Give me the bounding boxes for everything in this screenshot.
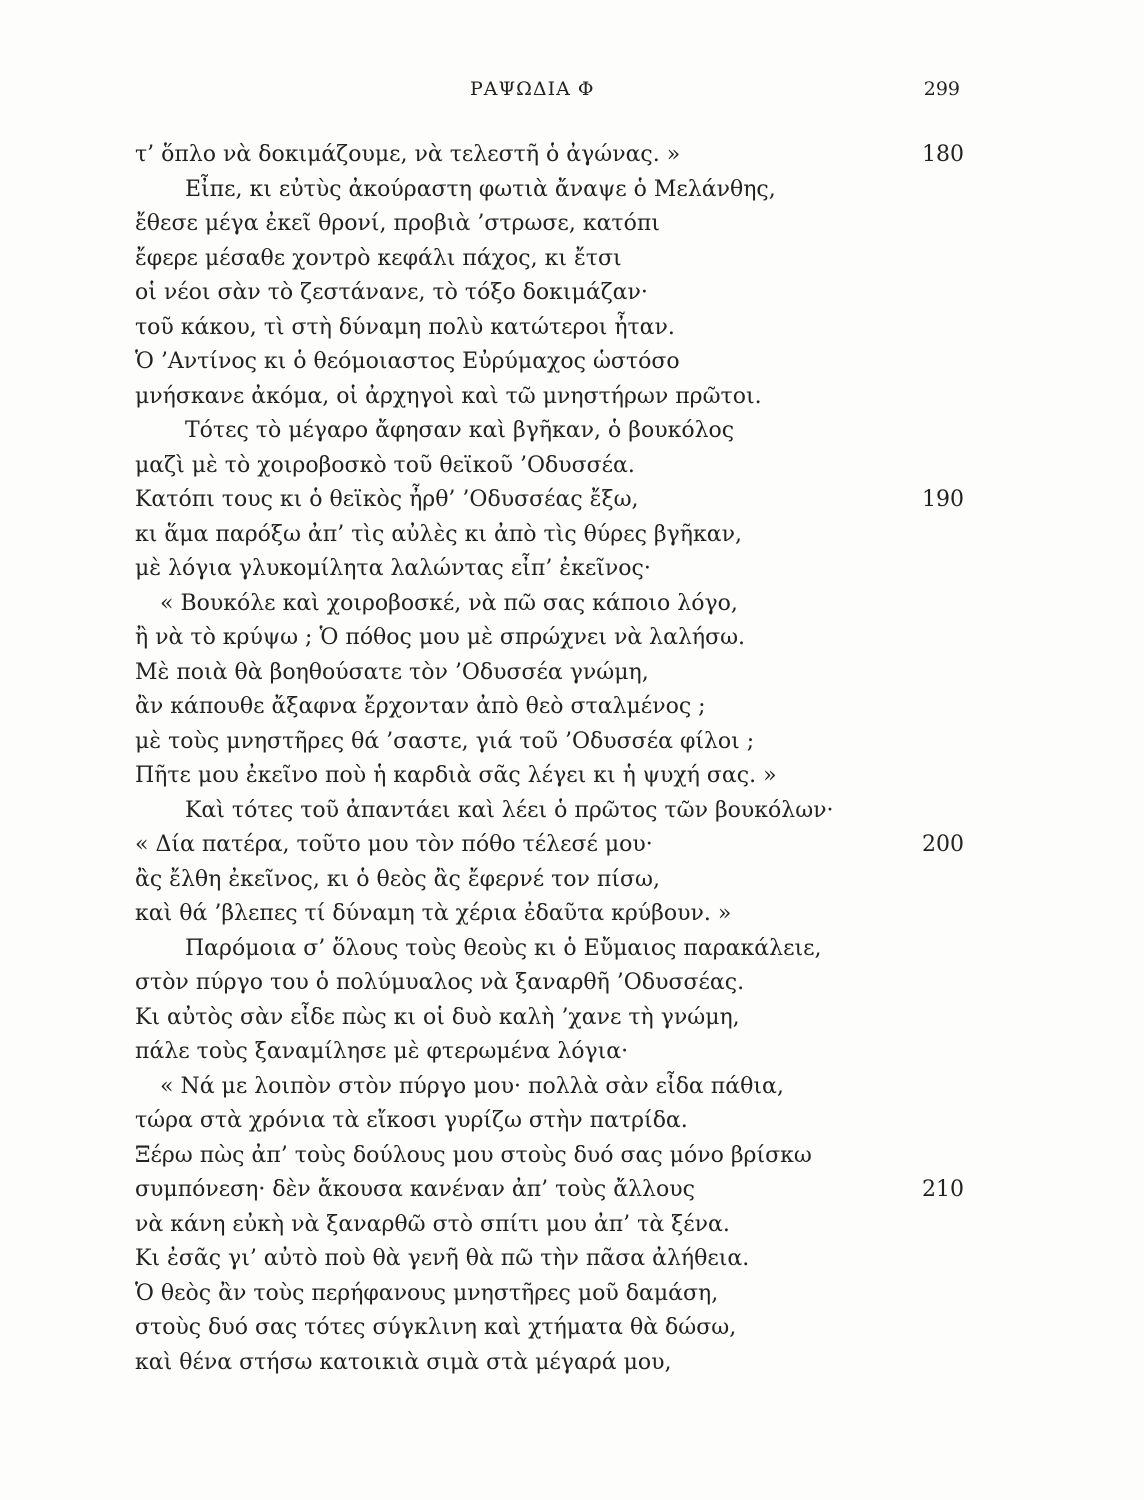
line-number: 190 <box>922 487 964 512</box>
verse-line <box>0 380 1144 415</box>
verse-line <box>0 1242 1144 1277</box>
verse-line <box>0 449 1144 484</box>
verse-text: ἔφερε μέσαθε χοντρὸ κεφάλι πάχος, κι ἔτσι <box>135 245 622 271</box>
verse-text: πάλε τοὺς ξαναμίλησε μὲ φτερωμένα λόγια· <box>135 1039 629 1064</box>
verse-line <box>0 1173 1144 1208</box>
verse-text: μὲ λόγια γλυκομίλητα λαλώντας εἶπ’ ἐκεῖνος· <box>135 556 651 581</box>
verse-text: Ὁ θεὸς ἂν τοὺς περήφανους μνηστῆρες μοῦ δαμάση, <box>135 1280 719 1306</box>
verse-text: οἱ νέοι σὰν τὸ ζεστάνανε, τὸ τόξο δοκιμάζαν· <box>135 280 648 305</box>
verse-text: « Νά με λοιπὸν στὸν πύργο μου· πολλὰ σὰν εἶδα πάθια, <box>160 1073 784 1099</box>
verse-line <box>0 1139 1144 1174</box>
verse-text: μὲ τοὺς μνηστῆρες θά ’σαστε, γιά τοῦ ’Οδυσσέα φίλοι ; <box>135 728 755 754</box>
verse-text: Μὲ ποιὰ θὰ βοηθούσατε τὸν ’Οδυσσέα γνώμη, <box>135 659 649 685</box>
page-number: 299 <box>923 78 960 100</box>
verse-line <box>0 207 1144 242</box>
verse-text: ἢ νὰ τὸ κρύψω ; Ὁ πόθος μου μὲ σπρώχνει νὰ λαλήσω. <box>135 625 746 650</box>
verse-line <box>0 1311 1144 1346</box>
verse-line <box>0 518 1144 553</box>
verse-line <box>0 725 1144 760</box>
verse-line <box>0 690 1144 725</box>
verse-text: τοῦ κάκου, τὶ στὴ δύναμη πολὺ κατώτεροι ἦταν. <box>135 314 675 340</box>
verse-text: στοὺς δυό σας τότες σύγκλινη καὶ χτήματα θὰ δώσω, <box>135 1315 737 1340</box>
poem-text <box>0 138 1144 1380</box>
verse-text: μαζὶ μὲ τὸ χοιροβοσκὸ τοῦ θεϊκοῦ ’Οδυσσέα. <box>135 452 635 478</box>
verse-text: Ξέρω πὼς ἀπ’ τοὺς δούλους μου στοὺς δυό σας μόνο βρίσκω <box>135 1142 812 1168</box>
running-head <box>0 78 1144 108</box>
line-number: 180 <box>922 142 964 167</box>
verse-text: Κι ἐσᾶς γι’ αὐτὸ ποὺ θὰ γενῆ θὰ πῶ τὴν πᾶσα ἀλήθεια. <box>135 1246 750 1271</box>
line-number: 200 <box>922 832 964 857</box>
verse-text: καὶ θά ’βλεπες τί δύναμη τὰ χέρια ἐδαῦτα κρύβουν. » <box>135 901 732 926</box>
verse-line <box>0 966 1144 1001</box>
verse-line <box>0 1277 1144 1312</box>
verse-line <box>0 932 1144 967</box>
verse-text: ἔθεσε μέγα ἐκεῖ θρονί, προβιὰ ’στρωσε, κατόπι <box>135 211 660 236</box>
verse-text: τώρα στὰ χρόνια τὰ εἴκοσι γυρίζω στὴν πατρίδα. <box>135 1108 688 1133</box>
verse-line <box>0 138 1144 173</box>
verse-text: τ’ ὅπλο νὰ δοκιμάζουμε, νὰ τελεστῆ ὁ ἀγώνας. » <box>135 142 681 167</box>
verse-text: Πῆτε μου ἐκεῖνο ποὺ ἡ καρδιὰ σᾶς λέγει κι ἡ ψυχή σας. » <box>135 763 777 788</box>
verse-text: ἂς ἔλθη ἐκεῖνος, κι ὁ θεὸς ἂς ἔφερνέ τον πίσω, <box>135 866 660 892</box>
running-title: ΡΑΨΩΔΙΑ Φ <box>470 78 595 100</box>
verse-text: Τότες τὸ μέγαρο ἄφησαν καὶ βγῆκαν, ὁ βουκόλος <box>185 418 735 443</box>
verse-text: Εἶπε, κι εὐτὺς ἀκούραστη φωτιὰ ἄναψε ὁ Μελάνθης, <box>185 176 776 202</box>
verse-line <box>0 1346 1144 1381</box>
verse-line <box>0 1070 1144 1105</box>
verse-text: Κατόπι τους κι ὁ θεϊκὸς ἦρθ’ ’Οδυσσέας ἔξω, <box>135 487 639 512</box>
verse-line <box>0 483 1144 518</box>
verse-text: « Δία πατέρα, τοῦτο μου τὸν πόθο τέλεσέ μου· <box>135 832 653 857</box>
verse-text: Ὁ ’Αντίνος κι ὁ θεόμοιαστος Εὐρύμαχος ὡστόσο <box>135 349 680 374</box>
verse-text: μνήσκανε ἀκόμα, οἱ ἀρχηγοὶ καὶ τῶ μνηστήρων πρῶτοι. <box>135 383 762 409</box>
verse-text: κι ἅμα παρόξω ἀπ’ τὶς αὐλὲς κι ἀπὸ τὶς θύρες βγῆκαν, <box>135 521 742 547</box>
verse-line <box>0 759 1144 794</box>
verse-line <box>0 1001 1144 1036</box>
verse-text: ἂν κάπουθε ἄξαφνα ἔρχονταν ἀπὸ θεὸ σταλμένος ; <box>135 694 706 719</box>
verse-line <box>0 1104 1144 1139</box>
verse-line <box>0 621 1144 656</box>
verse-line <box>0 276 1144 311</box>
verse-line <box>0 1208 1144 1243</box>
verse-text: στὸν πύργο του ὁ πολύμυαλος νὰ ξαναρθῆ ’Οδυσσέας. <box>135 970 745 995</box>
verse-line <box>0 414 1144 449</box>
verse-text: Παρόμοια σ’ ὅλους τοὺς θεοὺς κι ὁ Εὔμαιος παρακάλειε, <box>185 935 822 961</box>
verse-line <box>0 345 1144 380</box>
verse-line <box>0 897 1144 932</box>
verse-text: « Βουκόλε καὶ χοιροβοσκέ, νὰ πῶ σας κάποιο λόγο, <box>160 590 738 616</box>
verse-line <box>0 173 1144 208</box>
verse-text: νὰ κάνη εὐκὴ νὰ ξαναρθῶ στὸ σπίτι μου ἀπ’ τὰ ξένα. <box>135 1211 730 1237</box>
verse-line <box>0 311 1144 346</box>
verse-line <box>0 242 1144 277</box>
verse-text: συμπόνεση· δὲν ἄκουσα κανέναν ἀπ’ τοὺς ἄλλους <box>135 1177 695 1202</box>
verse-line <box>0 552 1144 587</box>
verse-text: καὶ θένα στήσω κατοικιὰ σιμὰ στὰ μέγαρά μου, <box>135 1349 672 1375</box>
line-number: 210 <box>922 1177 964 1202</box>
verse-line <box>0 1035 1144 1070</box>
verse-line <box>0 863 1144 898</box>
verse-text: Καὶ τότες τοῦ ἀπαντάει καὶ λέει ὁ πρῶτος τῶν βουκόλων· <box>185 797 834 823</box>
verse-line <box>0 587 1144 622</box>
verse-line <box>0 828 1144 863</box>
verse-text: Κι αὐτὸς σὰν εἶδε πὼς κι οἱ δυὸ καλὴ ’χανε τὴ γνώμη, <box>135 1004 740 1030</box>
verse-line <box>0 656 1144 691</box>
verse-line <box>0 794 1144 829</box>
